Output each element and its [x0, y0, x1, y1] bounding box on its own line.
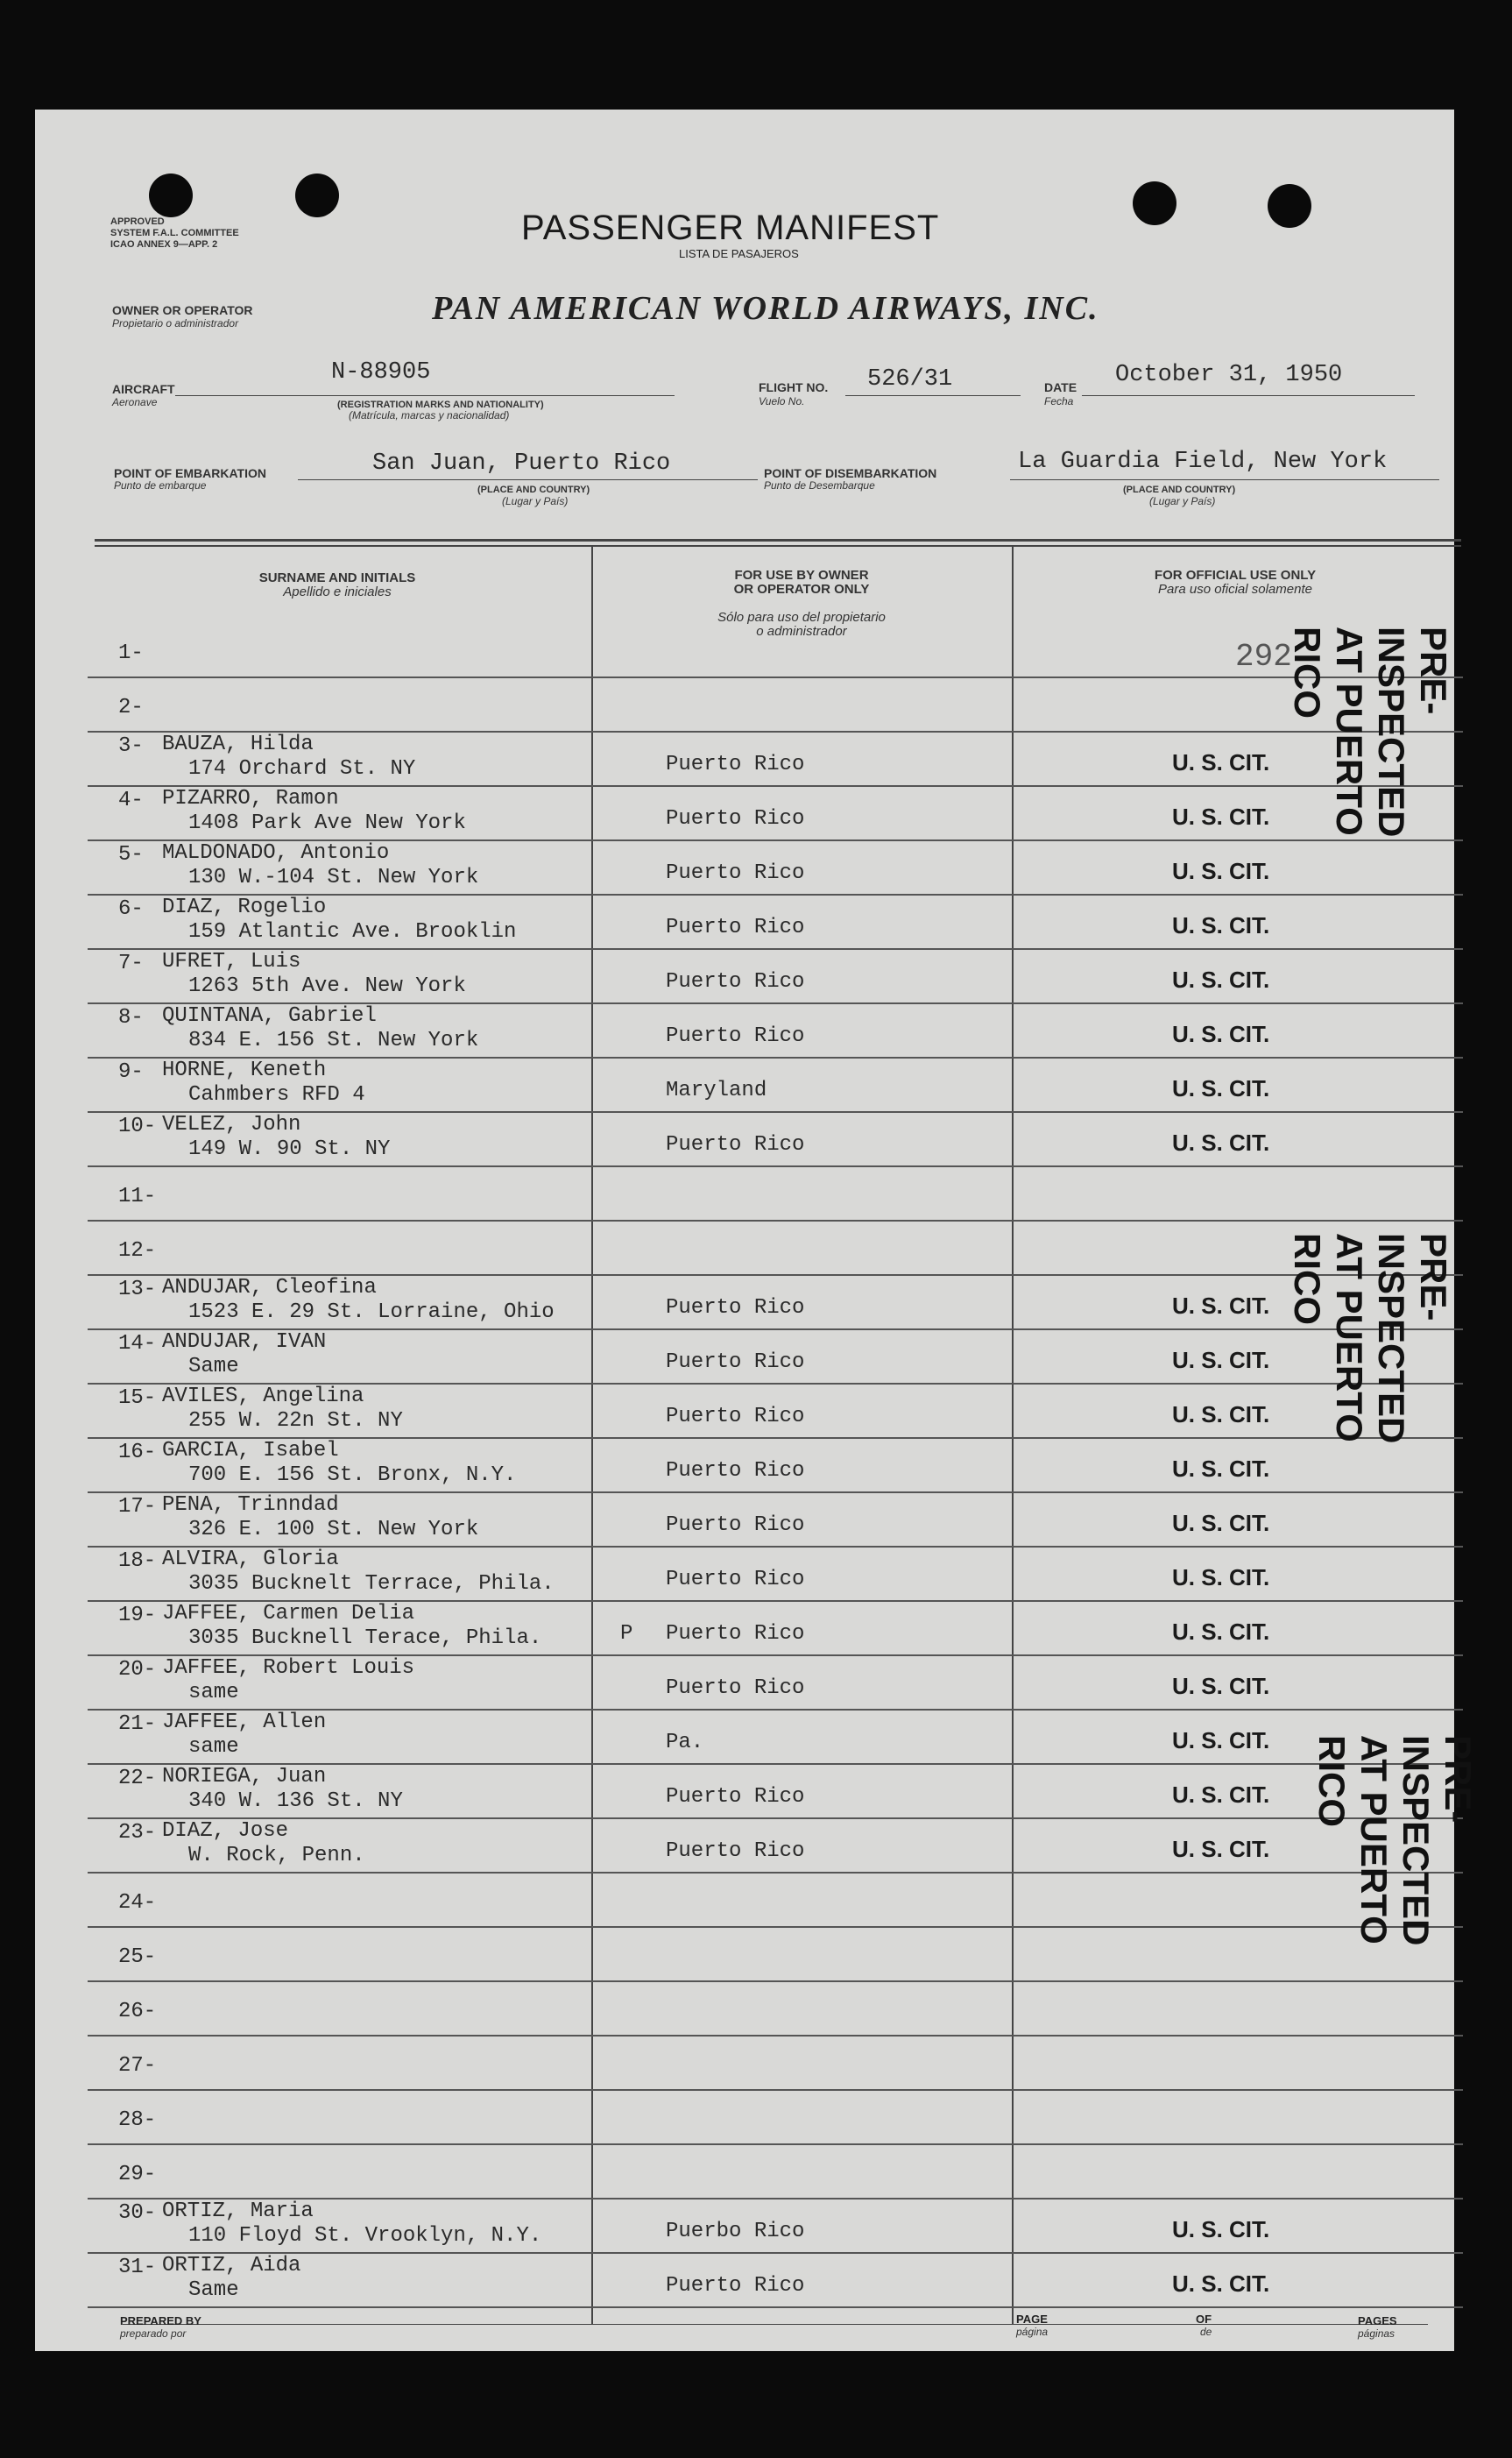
flight-label: FLIGHT NO.: [759, 380, 829, 394]
passenger-address: 1523 E. 29 St. Lorraine, Ohio: [188, 1300, 555, 1324]
passenger-name: ANDUJAR, IVAN: [162, 1330, 327, 1354]
passenger-origin: Puerto Rico: [666, 1296, 805, 1320]
row-divider: [88, 1817, 1463, 1819]
passenger-name: VELEZ, John: [162, 1113, 301, 1137]
row-number: 22-: [118, 1767, 157, 1790]
col-header-label: SURNAME AND INITIALS: [258, 570, 416, 585]
citizenship-status: U. S. CIT.: [1172, 1782, 1270, 1808]
citizenship-status: U. S. CIT.: [1172, 804, 1270, 830]
passenger-origin: Puerto Rico: [666, 1459, 805, 1483]
page-label: PAGE: [1016, 2313, 1048, 2326]
passenger-name: GARCIA, Isabel: [162, 1439, 339, 1463]
passenger-origin: Puerto Rico: [666, 1839, 805, 1863]
passenger-origin: Puerto Rico: [666, 970, 805, 994]
passenger-name: ALVIRA, Gloria: [162, 1548, 339, 1571]
row-number: 6-: [118, 897, 144, 921]
flight-label-es: Vuelo No.: [759, 395, 805, 407]
passenger-origin: Puerto Rico: [666, 1350, 805, 1374]
row-divider: [88, 676, 1463, 678]
passenger-address: 1408 Park Ave New York: [188, 811, 466, 835]
passenger-name: QUINTANA, Gabriel: [162, 1004, 377, 1028]
passenger-name: ANDUJAR, Cleofina: [162, 1276, 377, 1300]
col-header-official: [1016, 569, 1454, 597]
passenger-name: ORTIZ, Maria: [162, 2199, 314, 2223]
passenger-name: JAFFEE, Robert Louis: [162, 1656, 415, 1680]
citizenship-status: U. S. CIT.: [1172, 1401, 1270, 1427]
citizenship-status: U. S. CIT.: [1172, 1347, 1270, 1373]
col-header-owner: [596, 555, 1007, 653]
pages-label-es: páginas: [1358, 2327, 1395, 2340]
row-divider: [88, 2306, 1463, 2308]
passenger-name: UFRET, Luis: [162, 950, 301, 974]
row-divider: [88, 2035, 1463, 2037]
pre-inspected-stamp: PRE-INSPECTED AT PUERTO RICO: [1287, 627, 1454, 838]
underline: [175, 395, 675, 396]
passenger-address: Same: [188, 1355, 239, 1378]
row-number: 28-: [118, 2108, 157, 2132]
disembark-value: La Guardia Field, New York: [1018, 449, 1388, 475]
citizenship-status: U. S. CIT.: [1172, 912, 1270, 939]
passenger-name: ORTIZ, Aida: [162, 2254, 301, 2277]
date-label-es: Fecha: [1044, 395, 1074, 407]
passenger-address: 149 W. 90 St. NY: [188, 1137, 391, 1161]
passenger-address: 326 E. 100 St. New York: [188, 1518, 479, 1541]
row-number: 2-: [118, 696, 144, 719]
passenger-origin: Puerbo Rico: [666, 2220, 805, 2243]
row-divider: [88, 2143, 1463, 2145]
row-number: 18-: [118, 1549, 157, 1573]
official-number: 292: [1235, 639, 1292, 675]
passenger-address: 159 Atlantic Ave. Brooklin: [188, 920, 517, 944]
passenger-origin: Puerto Rico: [666, 1785, 805, 1809]
citizenship-status: U. S. CIT.: [1172, 1075, 1270, 1101]
row-number: 10-: [118, 1115, 157, 1138]
passenger-origin: Maryland: [666, 1079, 767, 1102]
aircraft-label: AIRCRAFT: [112, 382, 175, 396]
row-number: 7-: [118, 952, 144, 975]
punch-hole: [1268, 184, 1311, 228]
owner-label: OWNER OR OPERATOR: [112, 303, 253, 317]
row-number: 21-: [118, 1712, 157, 1736]
underline: [845, 395, 1021, 396]
row-number: 20-: [118, 1658, 157, 1682]
row-divider: [88, 1980, 1463, 1982]
citizenship-status: U. S. CIT.: [1172, 1836, 1270, 1862]
passenger-name: NORIEGA, Juan: [162, 1765, 327, 1789]
column-divider: [591, 545, 593, 2324]
approval-line: ICAO ANNEX 9—APP. 2: [110, 239, 218, 250]
row-number: 31-: [118, 2256, 157, 2279]
citizenship-status: U. S. CIT.: [1172, 2216, 1270, 2242]
citizenship-status: U. S. CIT.: [1172, 1130, 1270, 1156]
page-label-es: página: [1016, 2326, 1049, 2338]
row-number: 29-: [118, 2163, 157, 2186]
passenger-address: 834 E. 156 St. New York: [188, 1029, 479, 1052]
passenger-address: 3035 Bucknell Terace, Phila.: [188, 1626, 542, 1650]
passenger-name: AVILES, Angelina: [162, 1385, 364, 1408]
passenger-name: PENA, Trinndad: [162, 1493, 339, 1517]
passenger-address: 340 W. 136 St. NY: [188, 1789, 403, 1813]
row-number: 1-: [118, 641, 144, 665]
row-divider: [88, 1220, 1463, 1222]
citizenship-status: U. S. CIT.: [1172, 1673, 1270, 1699]
citizenship-status: U. S. CIT.: [1172, 1510, 1270, 1536]
passenger-address: Cahmbers RFD 4: [188, 1083, 365, 1107]
footer-rule: [123, 2324, 1428, 2325]
row-number: 11-: [118, 1185, 157, 1208]
place-note-es: (Lugar y País): [502, 495, 569, 507]
row-number: 5-: [118, 843, 144, 867]
row-number: 15-: [118, 1386, 157, 1410]
col-header-label: FOR USE BY OWNER OR OPERATOR ONLY: [733, 568, 870, 597]
col-header-surname: [88, 571, 587, 599]
passenger-origin: Puerto Rico: [666, 1568, 805, 1591]
passenger-name: JAFFEE, Allen: [162, 1711, 327, 1734]
date-label: DATE: [1044, 380, 1077, 394]
row-number: 8-: [118, 1006, 144, 1030]
page-title: PASSENGER MANIFEST: [521, 209, 940, 247]
row-divider: [88, 2089, 1463, 2091]
row-number: 4-: [118, 789, 144, 812]
row-number: 14-: [118, 1332, 157, 1356]
pages-label: PAGES: [1358, 2314, 1397, 2327]
underline: [298, 479, 758, 480]
passenger-address: same: [188, 1681, 239, 1704]
passenger-origin: Puerto Rico: [666, 1024, 805, 1048]
col-header-label-es: Para uso oficial solamente: [1158, 582, 1312, 597]
underline: [1010, 479, 1439, 480]
passenger-address: 255 W. 22n St. NY: [188, 1409, 403, 1433]
registration-note: (REGISTRATION MARKS AND NATIONALITY): [337, 400, 544, 410]
approval-line: APPROVED: [110, 216, 165, 227]
place-note: (PLACE AND COUNTRY): [477, 485, 590, 495]
place-note: (PLACE AND COUNTRY): [1123, 485, 1236, 495]
passenger-name: PIZARRO, Ramon: [162, 787, 339, 811]
passenger-address: 110 Floyd St. Vrooklyn, N.Y.: [188, 2224, 542, 2248]
header-rule: [95, 545, 1461, 547]
row-number: 12-: [118, 1239, 157, 1263]
passenger-origin: Puerto Rico: [666, 861, 805, 885]
punch-hole: [149, 174, 193, 217]
column-divider: [1012, 545, 1014, 2324]
passenger-origin: Puerto Rico: [666, 2274, 805, 2298]
passenger-name: MALDONADO, Antonio: [162, 841, 390, 865]
passenger-origin: Puerto Rico: [666, 807, 805, 831]
row-divider: [88, 1926, 1463, 1928]
passenger-origin: Puerto Rico: [666, 1676, 805, 1700]
row-divider: [88, 1165, 1463, 1167]
row-number: 26-: [118, 2000, 157, 2023]
passenger-address: 130 W.-104 St. New York: [188, 866, 479, 889]
row-number: 17-: [118, 1495, 157, 1519]
disembark-label: POINT OF DISEMBARKATION: [764, 466, 937, 480]
of-label-es: de: [1200, 2326, 1212, 2338]
prepared-by-label: PREPARED BY: [120, 2314, 201, 2327]
row-number: 13-: [118, 1278, 157, 1301]
embark-value: San Juan, Puerto Rico: [372, 450, 671, 477]
citizenship-status: U. S. CIT.: [1172, 1456, 1270, 1482]
header-rule: [95, 539, 1461, 542]
row-number: 23-: [118, 1821, 157, 1845]
owner-label-es: Propietario o administrador: [112, 317, 239, 329]
passenger-address: 174 Orchard St. NY: [188, 757, 416, 781]
row-number: 9-: [118, 1060, 144, 1084]
passenger-origin: Puerto Rico: [666, 1405, 805, 1428]
punch-hole: [295, 174, 339, 217]
passenger-origin: Puerto Rico: [666, 916, 805, 939]
citizenship-status: U. S. CIT.: [1172, 1619, 1270, 1645]
passenger-origin: Puerto Rico: [666, 753, 805, 776]
registration-note-es: (Matrícula, marcas y nacionalidad): [349, 409, 510, 421]
row-number: 25-: [118, 1945, 157, 1969]
passenger-name: HORNE, Keneth: [162, 1059, 327, 1082]
passenger-name: DIAZ, Jose: [162, 1819, 289, 1843]
approval-line: SYSTEM F.A.L. COMMITTEE: [110, 228, 239, 238]
of-label: OF: [1196, 2313, 1212, 2326]
col-header-label-es: Apellido e iniciales: [283, 584, 392, 599]
date-value: October 31, 1950: [1115, 362, 1343, 388]
citizenship-status: U. S. CIT.: [1172, 1021, 1270, 1047]
row-number: 19-: [118, 1604, 157, 1627]
passenger-address: Same: [188, 2278, 239, 2302]
passenger-address: 1263 5th Ave. New York: [188, 974, 466, 998]
row-divider: [88, 1872, 1463, 1874]
citizenship-status: U. S. CIT.: [1172, 858, 1270, 884]
row-number: 16-: [118, 1441, 157, 1464]
row-number: 3-: [118, 734, 144, 758]
passenger-origin: Puerto Rico: [666, 1513, 805, 1537]
citizenship-status: U. S. CIT.: [1172, 1564, 1270, 1590]
passenger-name: DIAZ, Rogelio: [162, 896, 327, 919]
disembark-label-es: Punto de Desembarque: [764, 479, 875, 492]
col-header-label-es: Sólo para uso del propietario o administrador: [717, 610, 886, 639]
owner-mark: P: [620, 1622, 633, 1646]
citizenship-status: U. S. CIT.: [1172, 2270, 1270, 2297]
pre-inspected-stamp: PRE-INSPECTED AT PUERTO RICO: [1311, 1735, 1479, 1946]
passenger-address: 700 E. 156 St. Bronx, N.Y.: [188, 1463, 517, 1487]
passenger-address: 3035 Bucknelt Terrace, Phila.: [188, 1572, 555, 1596]
flight-value: 526/31: [867, 366, 953, 393]
passenger-address: W. Rock, Penn.: [188, 1844, 365, 1867]
citizenship-status: U. S. CIT.: [1172, 967, 1270, 993]
passenger-origin: Puerto Rico: [666, 1622, 805, 1646]
row-number: 30-: [118, 2201, 157, 2225]
manifest-page: [35, 110, 1479, 2351]
prepared-by-label-es: preparado por: [120, 2327, 187, 2340]
row-number: 27-: [118, 2054, 157, 2078]
page-subtitle: LISTA DE PASAJEROS: [679, 247, 799, 260]
pre-inspected-stamp: PRE-INSPECTED AT PUERTO RICO: [1287, 1233, 1454, 1444]
passenger-name: JAFFEE, Carmen Delia: [162, 1602, 415, 1626]
place-note-es: (Lugar y País): [1149, 495, 1216, 507]
aircraft-value: N-88905: [331, 359, 431, 386]
approval-note: [110, 216, 239, 251]
passenger-origin: Puerto Rico: [666, 1133, 805, 1157]
airline-name: PAN AMERICAN WORLD AIRWAYS, INC.: [432, 290, 1099, 327]
underline: [1082, 395, 1415, 396]
passenger-origin: Pa.: [666, 1731, 704, 1754]
citizenship-status: U. S. CIT.: [1172, 1293, 1270, 1319]
embark-label: POINT OF EMBARKATION: [114, 466, 266, 480]
passenger-address: same: [188, 1735, 239, 1759]
row-number: 24-: [118, 1891, 157, 1915]
col-header-label: FOR OFFICIAL USE ONLY: [1154, 568, 1317, 583]
embark-label-es: Punto de embarque: [114, 479, 207, 492]
punch-hole: [1133, 181, 1176, 225]
passenger-name: BAUZA, Hilda: [162, 733, 314, 756]
citizenship-status: U. S. CIT.: [1172, 749, 1270, 776]
citizenship-status: U. S. CIT.: [1172, 1727, 1270, 1753]
aircraft-label-es: Aeronave: [112, 396, 158, 408]
